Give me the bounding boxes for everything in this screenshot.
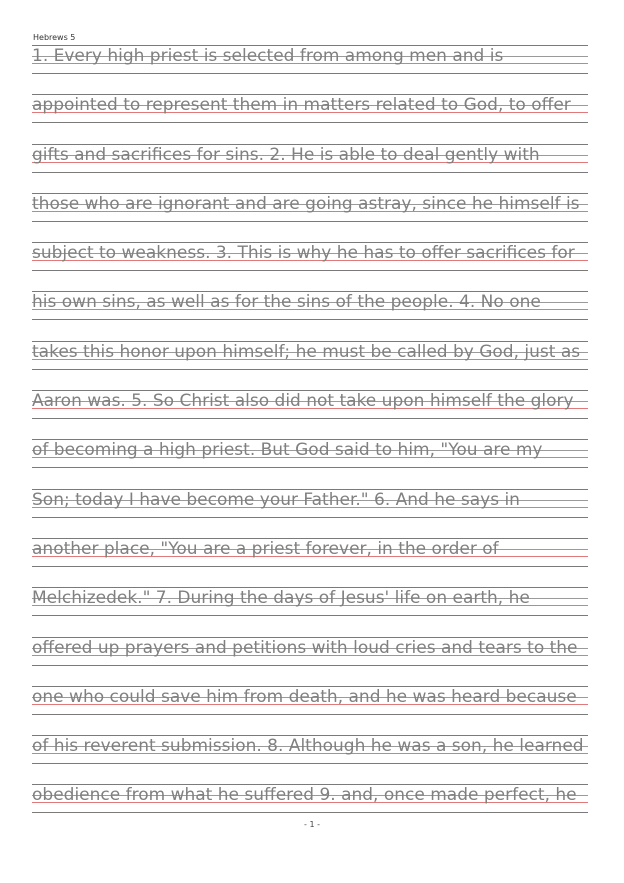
practice-line bbox=[32, 538, 588, 587]
practice-line bbox=[32, 291, 588, 340]
practice-line bbox=[32, 637, 588, 686]
bottom-guide-line bbox=[32, 319, 588, 320]
trace-text: appointed to represent them in matters related to God, to offer bbox=[32, 95, 571, 116]
trace-text: another place, "You are a priest forever, in the order of bbox=[32, 538, 499, 559]
bottom-guide-line bbox=[32, 812, 588, 813]
bottom-guide-line bbox=[32, 369, 588, 370]
trace-text: offered up prayers and petitions with loud cries and tears to the bbox=[32, 637, 578, 658]
trace-text: obedience from what he suffered 9. and, once made perfect, he bbox=[32, 785, 577, 806]
trace-text: gifts and sacrifices for sins. 2. He is able to deal gently with bbox=[32, 144, 540, 165]
trace-text: of becoming a high priest. But God said to him, "You are my bbox=[32, 440, 543, 461]
bottom-guide-line bbox=[32, 467, 588, 468]
bottom-guide-line bbox=[32, 221, 588, 222]
page-number: - 1 - bbox=[304, 820, 320, 829]
bottom-guide-line bbox=[32, 418, 588, 419]
bottom-guide-line bbox=[32, 714, 588, 715]
practice-line bbox=[32, 735, 588, 784]
practice-line bbox=[32, 686, 588, 735]
trace-text: subject to weakness. 3. This is why he has to offer sacrifices for bbox=[32, 243, 575, 264]
trace-text: Melchizedek." 7. During the days of Jesus' life on earth, he bbox=[32, 588, 530, 609]
trace-text: one who could save him from death, and he was heard because bbox=[32, 686, 577, 707]
bottom-guide-line bbox=[32, 665, 588, 666]
trace-text: those who are ignorant and are going astray, since he himself is bbox=[32, 193, 580, 214]
bottom-guide-line bbox=[32, 73, 588, 74]
page-title: Hebrews 5 bbox=[33, 33, 76, 42]
trace-text: Son; today I have become your Father." 6. And he says in bbox=[32, 489, 520, 510]
bottom-guide-line bbox=[32, 172, 588, 173]
practice-line bbox=[32, 242, 588, 291]
practice-line bbox=[32, 439, 588, 488]
trace-text: 1. Every high priest is selected from among men and is bbox=[32, 46, 504, 66]
bottom-guide-line bbox=[32, 566, 588, 567]
trace-text: takes this honor upon himself; he must be called by God, just as bbox=[32, 341, 581, 362]
bottom-guide-line bbox=[32, 122, 588, 123]
practice-line bbox=[32, 144, 588, 193]
practice-line bbox=[32, 341, 588, 390]
handwriting-practice-sheet bbox=[32, 45, 588, 834]
practice-line bbox=[32, 193, 588, 242]
bottom-guide-line bbox=[32, 615, 588, 616]
practice-line bbox=[32, 587, 588, 636]
bottom-guide-line bbox=[32, 517, 588, 518]
bottom-guide-line bbox=[32, 270, 588, 271]
trace-text: his own sins, as well as for the sins of the people. 4. No one bbox=[32, 292, 541, 313]
practice-line bbox=[32, 390, 588, 439]
practice-line bbox=[32, 489, 588, 538]
practice-line bbox=[32, 45, 588, 94]
trace-text: Aaron was. 5. So Christ also did not take upon himself the glory bbox=[32, 391, 574, 412]
trace-text: of his reverent submission. 8. Although he was a son, he learned bbox=[32, 736, 584, 757]
bottom-guide-line bbox=[32, 763, 588, 764]
practice-line bbox=[32, 94, 588, 143]
